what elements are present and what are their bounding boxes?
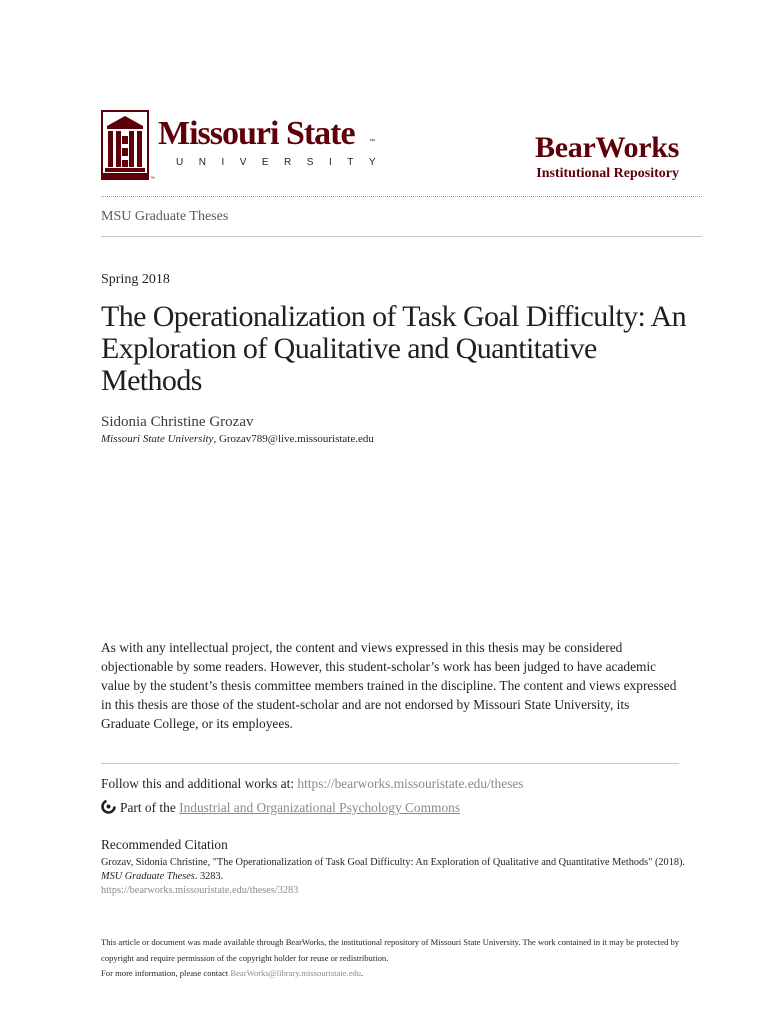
citation-link[interactable]: https://bearworks.missouristate.edu/theses/3283 (101, 885, 299, 896)
disclaimer-text: As with any intellectual project, the content and views expressed in this thesis may be considered objectionable by some readers. However, this student-scholar’s work has been judged to have academic value by the student’s thesis committee members trained in the discipline. The content and views expressed in this thesis are those of the student-scholar and are not endorsed by Missouri State University, its Graduate College, or its employees. (101, 640, 677, 731)
series-name[interactable]: MSU Graduate Theses (101, 209, 229, 224)
footer-contact-end: . (361, 968, 364, 978)
recommended-citation-heading: Recommended Citation (101, 837, 228, 852)
follow-line (101, 776, 524, 792)
bearworks-brand: BearWorks (535, 131, 679, 164)
series-divider (101, 236, 702, 237)
commons-network-icon (101, 799, 116, 814)
logo-trademark: ™ (150, 176, 155, 182)
part-of-line (101, 799, 460, 816)
citation-main: Grozav, Sidonia Christine, "The Operationalization of Task Goal Difficulty: An Exploration of Qualitative and Quantitative Methods" (2018). (101, 857, 685, 868)
affiliation-institution: Missouri State University (101, 433, 214, 445)
citation-text (101, 856, 691, 898)
author-name: Sidonia Christine Grozav (101, 414, 254, 430)
author-email: , Grozav789@live.missouristate.edu (213, 433, 374, 445)
thesis-title: The Operationalization of Task Goal Difficulty: An Exploration of Qualitative and Quantitative Methods (101, 300, 686, 397)
follow-label: Follow this and additional works at: (101, 776, 298, 791)
university-name: Missouri State (158, 115, 355, 152)
footer-copyright-text: This article or document was made available through BearWorks, the institutional repository of Missouri State University. The work contained in it may be protected by copyright and require permission of the copyright holder for reuse or redistribution. (101, 937, 680, 963)
theses-link[interactable]: https://bearworks.missouristate.edu/theses (297, 776, 524, 791)
citation-series: MSU Graduate Theses (101, 871, 195, 882)
publication-date: Spring 2018 (101, 272, 170, 287)
author-affiliation (101, 433, 374, 445)
header-divider (101, 196, 702, 197)
citation-number: . 3283. (194, 871, 224, 882)
institutional-repository-label: Institutional Repository (536, 166, 679, 181)
commons-link[interactable]: Industrial and Organizational Psychology Commons (179, 800, 461, 815)
university-trademark: ™ (369, 139, 375, 145)
missouri-state-building-logo-icon (101, 110, 149, 180)
footer-contact-label: For more information, please contact (101, 968, 231, 978)
footer-contact-email[interactable]: BearWorks@library.missouristate.edu (230, 968, 362, 978)
footer-notice (101, 935, 701, 982)
university-subtitle: UNIVERSITY (176, 157, 392, 168)
part-of-label: Part of the (120, 800, 180, 815)
follow-divider (101, 763, 679, 764)
